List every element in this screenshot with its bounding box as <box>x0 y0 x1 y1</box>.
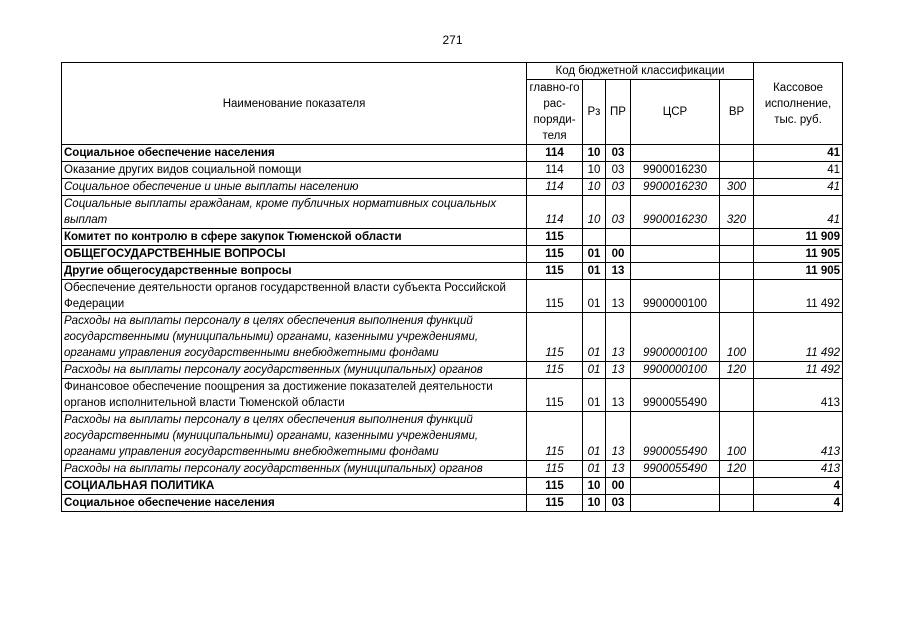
cell-name: Оказание других видов социальной помощи <box>62 162 527 179</box>
table-header <box>62 63 843 145</box>
table-row <box>62 461 843 478</box>
table-row <box>62 379 843 412</box>
table-row <box>62 145 843 162</box>
cell-amount: 11 905 <box>754 263 843 280</box>
cell-rz: 01 <box>583 280 606 313</box>
cell-amount: 413 <box>754 461 843 478</box>
cell-gr: 115 <box>527 280 583 313</box>
table-body <box>62 145 843 512</box>
cell-csr: 9900055490 <box>631 379 720 412</box>
cell-name: Обеспечение деятельности органов государственной власти субъекта Российской Федерации <box>62 280 527 313</box>
table-row <box>62 478 843 495</box>
cell-rz: 10 <box>583 162 606 179</box>
cell-gr: 115 <box>527 362 583 379</box>
cell-vr: 100 <box>720 313 754 362</box>
cell-csr <box>631 495 720 512</box>
cell-csr <box>631 263 720 280</box>
cell-rz: 01 <box>583 246 606 263</box>
cell-gr: 115 <box>527 412 583 461</box>
cell-amount: 41 <box>754 196 843 229</box>
cell-pr <box>606 229 631 246</box>
cell-rz <box>583 229 606 246</box>
cell-name: Социальные выплаты гражданам, кроме публичных нормативных социальных выплат <box>62 196 527 229</box>
cell-vr: 320 <box>720 196 754 229</box>
cell-name: Социальное обеспечение населения <box>62 145 527 162</box>
cell-gr: 115 <box>527 229 583 246</box>
cell-vr: 120 <box>720 362 754 379</box>
cell-vr: 100 <box>720 412 754 461</box>
cell-vr <box>720 478 754 495</box>
cell-pr: 13 <box>606 313 631 362</box>
cell-name: ОБЩЕГОСУДАРСТВЕННЫЕ ВОПРОСЫ <box>62 246 527 263</box>
cell-csr: 9900000100 <box>631 362 720 379</box>
cell-rz: 01 <box>583 461 606 478</box>
cell-pr: 13 <box>606 412 631 461</box>
cell-vr: 300 <box>720 179 754 196</box>
cell-amount: 41 <box>754 179 843 196</box>
table-row <box>62 280 843 313</box>
cell-pr: 03 <box>606 196 631 229</box>
table-row <box>62 229 843 246</box>
cell-amount: 4 <box>754 495 843 512</box>
cell-pr: 13 <box>606 379 631 412</box>
cell-gr: 115 <box>527 495 583 512</box>
cell-vr <box>720 145 754 162</box>
cell-csr: 9900016230 <box>631 196 720 229</box>
cell-rz: 10 <box>583 495 606 512</box>
header-name: Наименование показателя <box>62 63 527 145</box>
table-row <box>62 313 843 362</box>
cell-pr: 13 <box>606 263 631 280</box>
cell-pr: 13 <box>606 280 631 313</box>
cell-name: Расходы на выплаты персоналу государственных (муниципальных) органов <box>62 362 527 379</box>
cell-pr: 03 <box>606 495 631 512</box>
cell-csr: 9900055490 <box>631 412 720 461</box>
header-amount: Кассовое исполнение, тыс. руб. <box>754 63 843 145</box>
header-rz: Рз <box>583 80 606 145</box>
cell-csr: 9900000100 <box>631 313 720 362</box>
cell-pr: 13 <box>606 461 631 478</box>
cell-name: Социальное обеспечение населения <box>62 495 527 512</box>
table-row <box>62 179 843 196</box>
cell-vr <box>720 229 754 246</box>
cell-csr: 9900016230 <box>631 162 720 179</box>
cell-csr: 9900000100 <box>631 280 720 313</box>
cell-gr: 114 <box>527 196 583 229</box>
header-csr: ЦСР <box>631 80 720 145</box>
cell-rz: 01 <box>583 362 606 379</box>
cell-amount: 11 492 <box>754 280 843 313</box>
cell-vr <box>720 246 754 263</box>
cell-vr <box>720 495 754 512</box>
cell-name: Другие общегосударственные вопросы <box>62 263 527 280</box>
table-row <box>62 246 843 263</box>
table-row <box>62 362 843 379</box>
cell-rz: 01 <box>583 313 606 362</box>
cell-gr: 115 <box>527 263 583 280</box>
cell-amount: 41 <box>754 162 843 179</box>
cell-pr: 03 <box>606 179 631 196</box>
page-number: 271 <box>442 33 463 47</box>
header-pr: ПР <box>606 80 631 145</box>
cell-name: Финансовое обеспечение поощрения за достижение показателей деятельности органов исполнительной власти Тюменской области <box>62 379 527 412</box>
cell-vr <box>720 162 754 179</box>
cell-csr <box>631 478 720 495</box>
cell-pr: 03 <box>606 162 631 179</box>
cell-csr: 9900055490 <box>631 461 720 478</box>
cell-name: СОЦИАЛЬНАЯ ПОЛИТИКА <box>62 478 527 495</box>
header-code-group: Код бюджетной классификации <box>527 63 754 80</box>
cell-gr: 114 <box>527 179 583 196</box>
cell-csr: 9900016230 <box>631 179 720 196</box>
cell-rz: 10 <box>583 478 606 495</box>
cell-amount: 41 <box>754 145 843 162</box>
cell-name: Расходы на выплаты персоналу государственных (муниципальных) органов <box>62 461 527 478</box>
cell-vr <box>720 280 754 313</box>
cell-vr <box>720 263 754 280</box>
cell-pr: 00 <box>606 478 631 495</box>
cell-rz: 01 <box>583 263 606 280</box>
cell-csr <box>631 145 720 162</box>
cell-amount: 11 492 <box>754 313 843 362</box>
table-row <box>62 196 843 229</box>
cell-rz: 10 <box>583 196 606 229</box>
cell-name: Социальное обеспечение и иные выплаты населению <box>62 179 527 196</box>
cell-pr: 00 <box>606 246 631 263</box>
table-row <box>62 263 843 280</box>
cell-gr: 115 <box>527 379 583 412</box>
budget-table <box>61 62 843 512</box>
cell-gr: 115 <box>527 461 583 478</box>
cell-amount: 4 <box>754 478 843 495</box>
cell-amount: 11 492 <box>754 362 843 379</box>
cell-amount: 11 909 <box>754 229 843 246</box>
table-row <box>62 495 843 512</box>
cell-rz: 10 <box>583 145 606 162</box>
cell-gr: 115 <box>527 313 583 362</box>
cell-csr <box>631 229 720 246</box>
header-vr: ВР <box>720 80 754 145</box>
cell-rz: 01 <box>583 412 606 461</box>
table-row <box>62 412 843 461</box>
table-row <box>62 162 843 179</box>
cell-gr: 114 <box>527 162 583 179</box>
cell-amount: 413 <box>754 412 843 461</box>
cell-gr: 115 <box>527 246 583 263</box>
cell-rz: 10 <box>583 179 606 196</box>
cell-rz: 01 <box>583 379 606 412</box>
cell-amount: 413 <box>754 379 843 412</box>
cell-pr: 13 <box>606 362 631 379</box>
cell-name: Комитет по контролю в сфере закупок Тюменской области <box>62 229 527 246</box>
cell-vr <box>720 379 754 412</box>
header-gr: главно-го рас-поряди-теля <box>527 80 583 145</box>
cell-name: Расходы на выплаты персоналу в целях обеспечения выполнения функций государственными (муниципальными) органами, казенными учреждениями, органами управления государственными внебюджетными фондами <box>62 412 527 461</box>
cell-amount: 11 905 <box>754 246 843 263</box>
cell-gr: 114 <box>527 145 583 162</box>
cell-gr: 115 <box>527 478 583 495</box>
cell-name: Расходы на выплаты персоналу в целях обеспечения выполнения функций государственными (муниципальными) органами, казенными учреждениями, органами управления государственными внебюджетными фондами <box>62 313 527 362</box>
cell-csr <box>631 246 720 263</box>
cell-pr: 03 <box>606 145 631 162</box>
cell-vr: 120 <box>720 461 754 478</box>
